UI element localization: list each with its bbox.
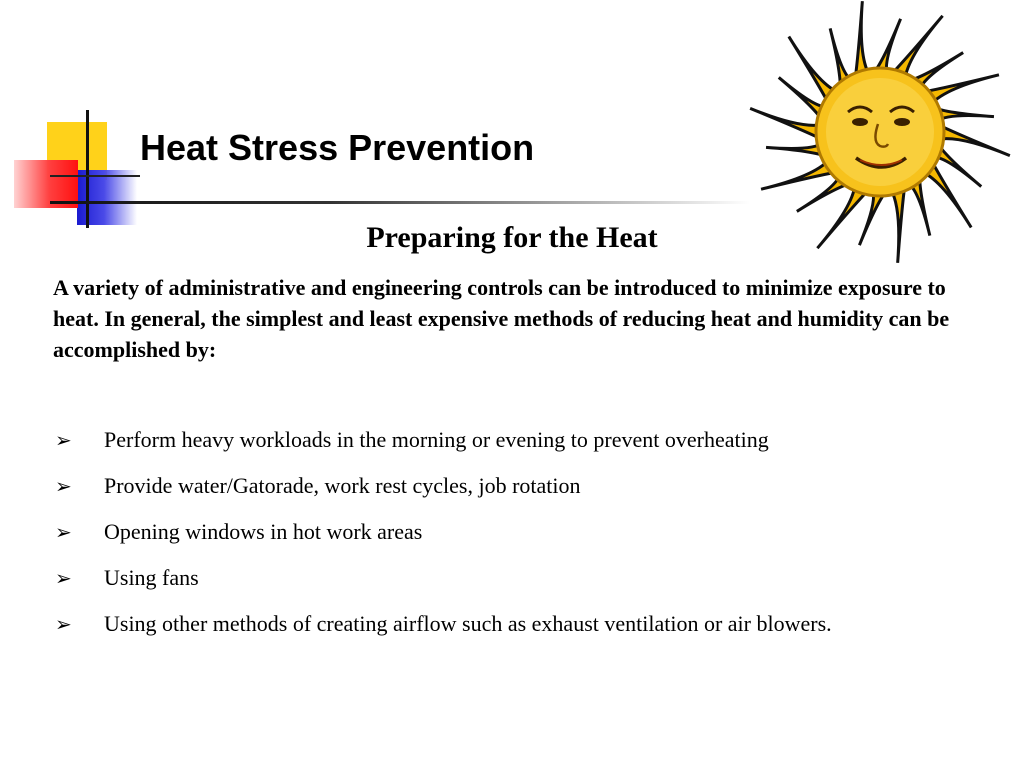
sun-ray bbox=[872, 19, 900, 75]
decor-vertical-line bbox=[86, 110, 89, 228]
bullet-text: Opening windows in hot work areas bbox=[104, 519, 423, 544]
slide-title: Heat Stress Prevention bbox=[140, 127, 535, 168]
arrowhead-bullet-icon: ➢ bbox=[55, 428, 72, 452]
sun-ray bbox=[938, 124, 1010, 155]
sun-ray bbox=[750, 108, 822, 139]
list-item bbox=[53, 470, 1003, 516]
slide-subtitle: Preparing for the Heat bbox=[366, 221, 658, 254]
arrowhead-bullet-icon: ➢ bbox=[55, 520, 72, 544]
bullet-text: Provide water/Gatorade, work rest cycles, job rotation bbox=[104, 473, 581, 498]
arrowhead-bullet-icon: ➢ bbox=[55, 612, 72, 636]
list-item bbox=[53, 516, 1003, 562]
list-item bbox=[53, 424, 1003, 470]
list-item bbox=[53, 608, 1003, 654]
bullet-text: Using other methods of creating airflow such as exhaust ventilation or air blowers. bbox=[104, 611, 832, 636]
intro-paragraph: A variety of administrative and engineering controls can be introduced to minimize exposure to heat. In general, the simplest and least expensive methods of reducing heat and humidity can be accomplished by: bbox=[53, 275, 950, 362]
decor-short-line bbox=[50, 175, 140, 177]
arrowhead-bullet-icon: ➢ bbox=[55, 474, 72, 498]
arrowhead-bullet-icon: ➢ bbox=[55, 566, 72, 590]
list-item bbox=[53, 562, 1003, 608]
bullet-text: Using fans bbox=[104, 565, 199, 590]
bullet-text: Perform heavy workloads in the morning or evening to prevent overheating bbox=[104, 427, 769, 452]
bullet-list bbox=[53, 424, 1003, 654]
title-underline bbox=[50, 201, 750, 204]
